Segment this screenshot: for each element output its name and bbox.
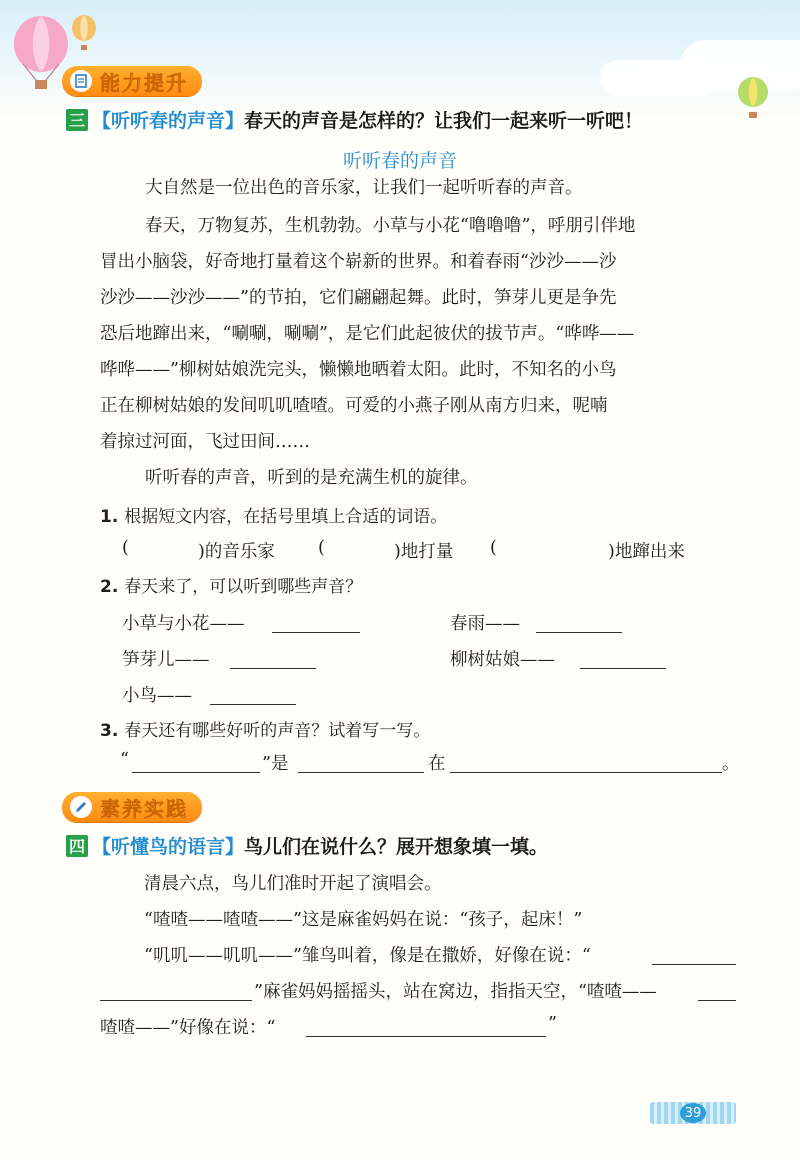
question-text: 根据短文内容，在括号里填上合适的词语。: [124, 507, 448, 527]
pencil-icon: [70, 796, 92, 818]
answer-line[interactable]: [230, 668, 316, 669]
green-balloon-icon: [736, 76, 770, 122]
passage-line: 恐后地蹿出来，“唰唰，唰唰”，是它们此起彼伏的拔节声。“哗哗——: [100, 324, 635, 344]
answer-line[interactable]: [298, 772, 424, 773]
answer-line[interactable]: [272, 632, 360, 633]
page-number-badge: [650, 1102, 736, 1124]
section-prompt: 春天的声音是怎样的？让我们一起来听一听吧！: [244, 110, 644, 132]
answer-line[interactable]: [210, 704, 296, 705]
page-number: 39: [680, 1103, 706, 1123]
story-line: “叽叽——叽叽——”雏鸟叫着，像是在撒娇，好像在说：“: [144, 946, 591, 966]
section-badge: 三: [66, 109, 88, 131]
section-prompt: 鸟儿们在说什么？展开想象填一填。: [244, 836, 549, 858]
section-bracket-title: 【听懂鸟的语言】: [92, 836, 245, 858]
answer-label: 笋芽儿——: [122, 650, 210, 670]
section-bracket-title: 【听听春的声音】: [92, 110, 245, 132]
passage-line: 正在柳树姑娘的发间叽叽喳喳。可爱的小燕子刚从南方归来，呢喃: [100, 396, 608, 416]
answer-line[interactable]: [580, 668, 666, 669]
question-number: 1.: [100, 507, 119, 527]
fill-blank-answer[interactable]: [508, 538, 608, 562]
answer-label: 春雨——: [450, 614, 520, 634]
section-header-ability: [62, 66, 202, 96]
paren-open: (: [490, 538, 497, 558]
small-balloon-icon: [70, 14, 98, 54]
question-2: [100, 572, 362, 597]
answer-label: 柳树姑娘——: [450, 650, 555, 670]
blank-label-look: )地打量: [394, 542, 454, 562]
section-header-practice: [62, 792, 202, 822]
passage-line: 冒出小脑袋，好奇地打量着这个崭新的世界。和着春雨“沙沙——沙: [100, 252, 617, 272]
quote-open: “: [120, 750, 129, 770]
blank-label-sprout: )地蹿出来: [608, 542, 685, 562]
answer-line[interactable]: [306, 1036, 546, 1037]
answer-line[interactable]: [698, 1000, 736, 1001]
fill-blank-answer[interactable]: [140, 538, 196, 562]
passage-line: 大自然是一位出色的音乐家，让我们一起听听春的声音。: [145, 178, 583, 198]
section-badge: 四: [66, 835, 88, 857]
story-line: ”麻雀妈妈摇摇头，站在窝边，指指天空，“喳喳——: [254, 982, 657, 1002]
section-header-label: 能力提升: [100, 70, 188, 95]
passage-title: 听听春的声音: [342, 150, 457, 172]
passage-line: 着掠过河面，飞过田间……: [100, 432, 310, 452]
question-number: 3.: [100, 721, 119, 741]
period: 。: [722, 754, 740, 774]
answer-label: 小鸟——: [122, 686, 192, 706]
story-line: 清晨六点，鸟儿们准时开起了演唱会。: [144, 874, 442, 894]
answer-line[interactable]: [450, 772, 722, 773]
quote-close-is: ”是: [262, 754, 289, 774]
story-line: 喳喳——”好像在说：“: [100, 1018, 276, 1038]
section-4-title: [66, 832, 548, 859]
passage-line: 春天，万物复苏，生机勃勃。小草与小花“噜噜噜”，呼朋引伴地: [145, 216, 636, 236]
passage-line: 沙沙——沙沙——”的节拍，它们翩翩起舞。此时，笋芽儿更是争先: [100, 288, 617, 308]
story-line: “喳喳——喳喳——”这是麻雀妈妈在说：“孩子，起床！”: [144, 910, 583, 930]
answer-label: 小草与小花——: [122, 614, 245, 634]
notebook-icon: [70, 70, 92, 92]
answer-line[interactable]: [536, 632, 622, 633]
quote-close: ”: [548, 1014, 557, 1034]
paren-open: (: [122, 538, 129, 558]
passage-line: 哗哗——”柳树姑娘洗完头，懒懒地晒着太阳。此时，不知名的小鸟: [100, 360, 617, 380]
fill-blank-answer[interactable]: [336, 538, 392, 562]
blank-label-musician: )的音乐家: [198, 542, 275, 562]
cloud-decoration: [600, 60, 720, 96]
section-3-title: [66, 106, 643, 133]
question-number: 2.: [100, 577, 119, 597]
question-3: [100, 716, 430, 741]
passage-line: 听听春的声音，听到的是充满生机的旋律。: [145, 468, 478, 488]
question-text: 春天来了，可以听到哪些声音？: [124, 577, 363, 597]
answer-line[interactable]: [132, 772, 260, 773]
answer-line[interactable]: [100, 1000, 252, 1001]
paren-open: (: [318, 538, 325, 558]
question-text: 春天还有哪些好听的声音？试着写一写。: [124, 721, 431, 741]
word-at: 在: [428, 754, 446, 774]
question-1: [100, 502, 447, 527]
answer-line[interactable]: [652, 964, 736, 965]
section-header-label: 素养实践: [100, 796, 188, 821]
